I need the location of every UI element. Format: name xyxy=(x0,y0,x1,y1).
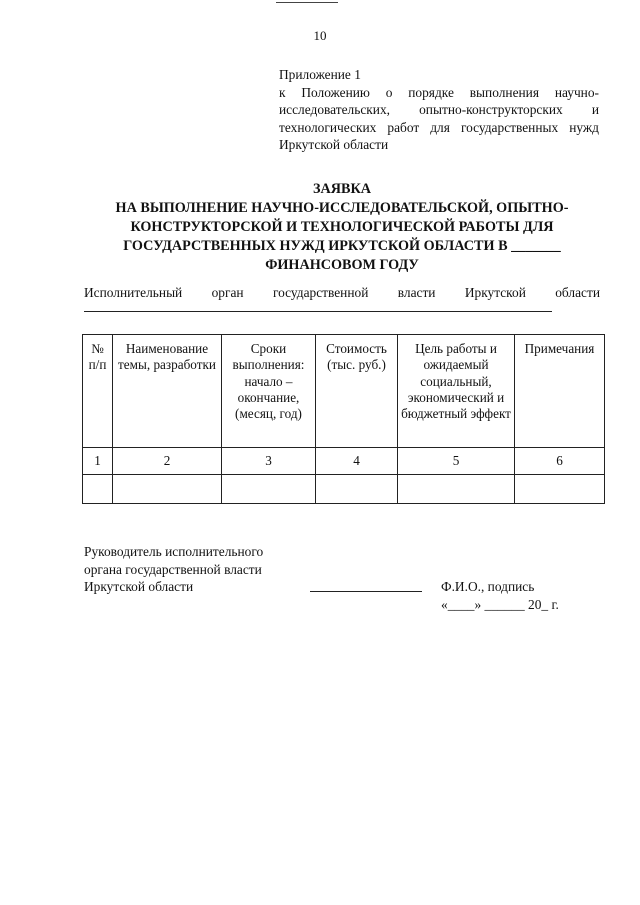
appendix-title: Приложение 1 xyxy=(279,67,361,82)
empty-cell xyxy=(398,475,515,504)
column-number-cell: 5 xyxy=(398,448,515,475)
document-heading xyxy=(84,180,600,275)
heading-line-5: ФИНАНСОВОМ ГОДУ xyxy=(265,257,419,273)
signer-title-line-3: Иркутской области xyxy=(84,579,194,594)
header-cell-notes: Примечания xyxy=(515,335,605,448)
authority-fill-line xyxy=(84,301,552,312)
appendix-text: к Положению о порядке выполнения научно-исследовательских, опытно-конструкторских и технологических работ для государственных нужд Иркутской области xyxy=(279,84,599,152)
heading-line-2: НА ВЫПОЛНЕНИЕ НАУЧНО-ИССЛЕДОВАТЕЛЬСКОЙ, ОПЫТНО- xyxy=(115,200,569,216)
authority-label: Исполнительный орган государственной власти Иркутской области xyxy=(84,285,600,300)
header-cell-dates: Сроки выполнения: начало – окончание, (месяц, год) xyxy=(222,335,316,448)
heading-line-4: ГОСУДАРСТВЕННЫХ НУЖД ИРКУТСКОЙ ОБЛАСТИ В _______ xyxy=(123,238,561,254)
authority-field xyxy=(84,284,600,312)
header-cell-topic: Наименование темы, разработки xyxy=(113,335,222,448)
signature-line xyxy=(310,591,422,592)
request-table xyxy=(82,334,605,504)
table-header-row xyxy=(83,335,605,448)
empty-cell xyxy=(316,475,398,504)
signer-title-line-2: органа государственной власти xyxy=(84,561,262,577)
appendix-block xyxy=(279,66,599,154)
empty-cell xyxy=(113,475,222,504)
column-number-cell: 3 xyxy=(222,448,316,475)
empty-cell xyxy=(515,475,605,504)
signer-title-line-1: Руководитель исполнительного xyxy=(84,544,264,559)
empty-data-row xyxy=(83,475,605,504)
heading-line-3: КОНСТРУКТОРСКОЙ И ТЕХНОЛОГИЧЕСКОЙ РАБОТЫ ДЛЯ xyxy=(130,219,554,235)
date-template: «____» ______ 20_ г. xyxy=(441,597,559,612)
column-number-cell: 6 xyxy=(515,448,605,475)
column-number-cell: 2 xyxy=(113,448,222,475)
fio-signature-label: Ф.И.О., подпись xyxy=(441,579,535,594)
page-number: 10 xyxy=(313,28,327,43)
header-cell-goal: Цель работы и ожидаемый социальный, экономический и бюджетный эффект xyxy=(398,335,515,448)
header-cell-cost: Стоимость (тыс. руб.) xyxy=(316,335,398,448)
empty-cell xyxy=(83,475,113,504)
top-scan-mark xyxy=(276,0,338,3)
empty-cell xyxy=(222,475,316,504)
column-number-row xyxy=(83,448,605,475)
header-cell-number: № п/п xyxy=(83,335,113,448)
column-number-cell: 4 xyxy=(316,448,398,475)
signer-title xyxy=(84,543,314,596)
heading-line-1: ЗАЯВКА xyxy=(313,181,371,197)
column-number-cell: 1 xyxy=(83,448,113,475)
